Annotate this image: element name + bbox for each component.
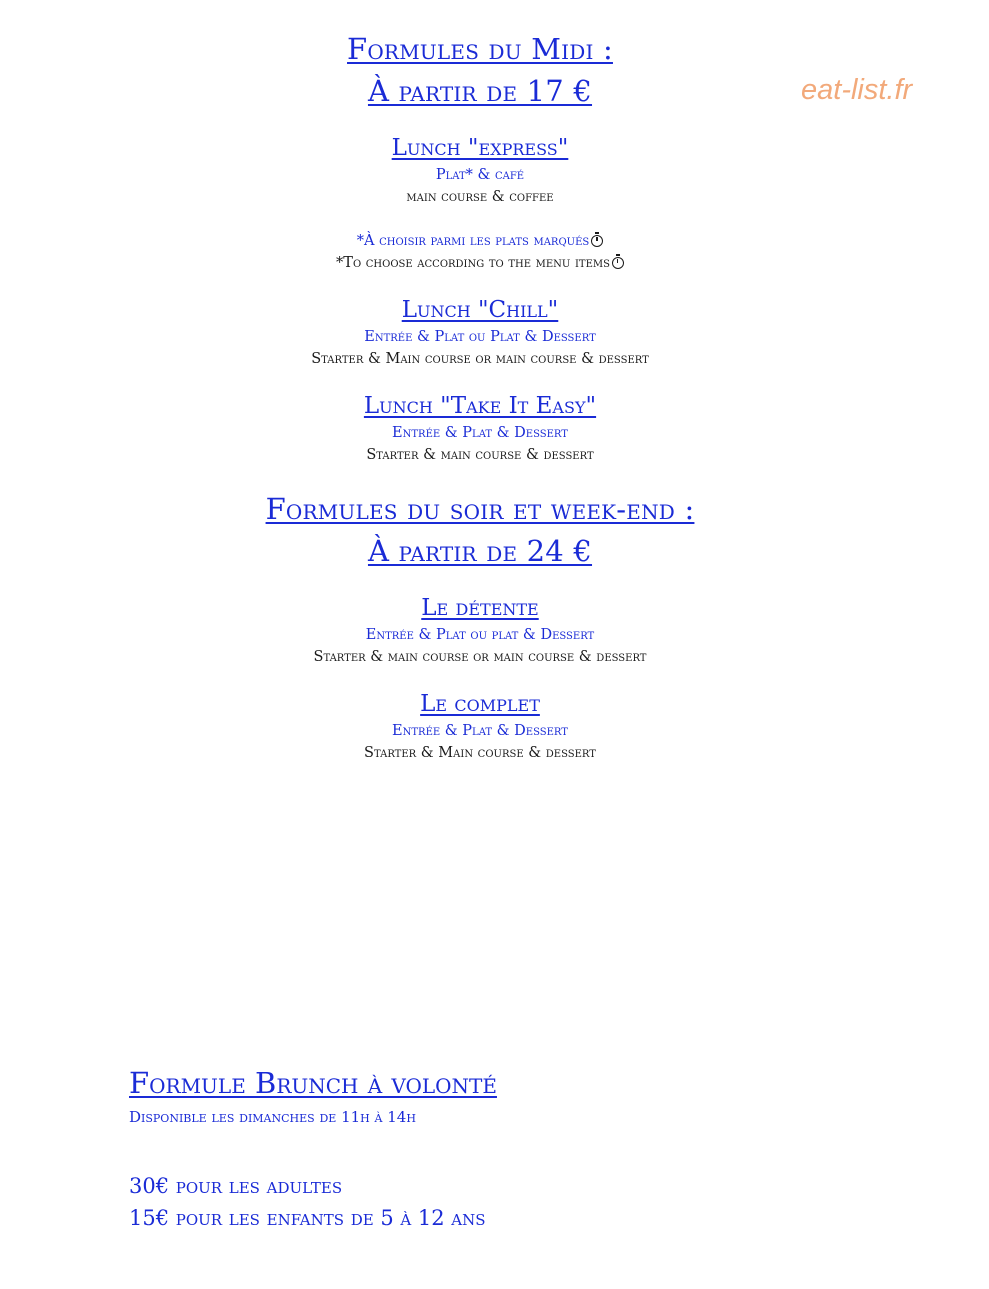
lunch-chill-en: Starter & Main course or main course & dessert xyxy=(311,351,649,367)
stopwatch-icon xyxy=(612,257,624,269)
detente-en: Starter & main course or main course & dessert xyxy=(313,649,647,665)
complet-title: Le complet xyxy=(420,691,540,717)
note-fr-text: *À choisir parmi les plats marqués xyxy=(356,233,590,249)
lunch-chill-title: Lunch "Chill" xyxy=(401,297,559,323)
note-fr xyxy=(0,230,960,252)
soir-title-line1: Formules du soir et week-end : xyxy=(265,492,695,526)
lunch-chill-fr: Entrée & Plat ou Plat & Dessert xyxy=(364,329,596,345)
stopwatch-icon xyxy=(591,235,603,247)
complet-en: Starter & Main course & dessert xyxy=(364,745,596,761)
soir-title-line2: À partir de 24 € xyxy=(367,534,593,568)
brunch-title: Formule Brunch à volonté xyxy=(129,1066,497,1100)
brunch-kids-price: 15€ pour les enfants de 5 à 12 ans xyxy=(129,1206,486,1230)
note-en xyxy=(0,252,960,274)
lunch-easy-en: Starter & main course & dessert xyxy=(366,447,594,463)
complet-fr: Entrée & Plat & Dessert xyxy=(392,723,568,739)
detente-title: Le détente xyxy=(421,595,539,621)
brunch-subtitle: Disponible les dimanches de 11h à 14h xyxy=(129,1108,416,1126)
lunch-easy-title: Lunch "Take It Easy" xyxy=(363,393,597,419)
watermark-text: eat-list.fr xyxy=(801,74,913,106)
note-en-text: *To choose according to the menu items xyxy=(336,255,610,271)
brunch-adults-price: 30€ pour les adultes xyxy=(129,1174,343,1198)
midi-title-line1: Formules du Midi : xyxy=(347,32,613,66)
lunch-express-title: Lunch "express" xyxy=(391,135,569,161)
lunch-express-en: main course & coffee xyxy=(406,189,554,205)
lunch-express-fr: Plat* & café xyxy=(435,167,525,183)
detente-fr: Entrée & Plat ou plat & Dessert xyxy=(365,627,595,643)
lunch-easy-fr: Entrée & Plat & Dessert xyxy=(392,425,568,441)
midi-title-line2: À partir de 17 € xyxy=(367,74,593,108)
